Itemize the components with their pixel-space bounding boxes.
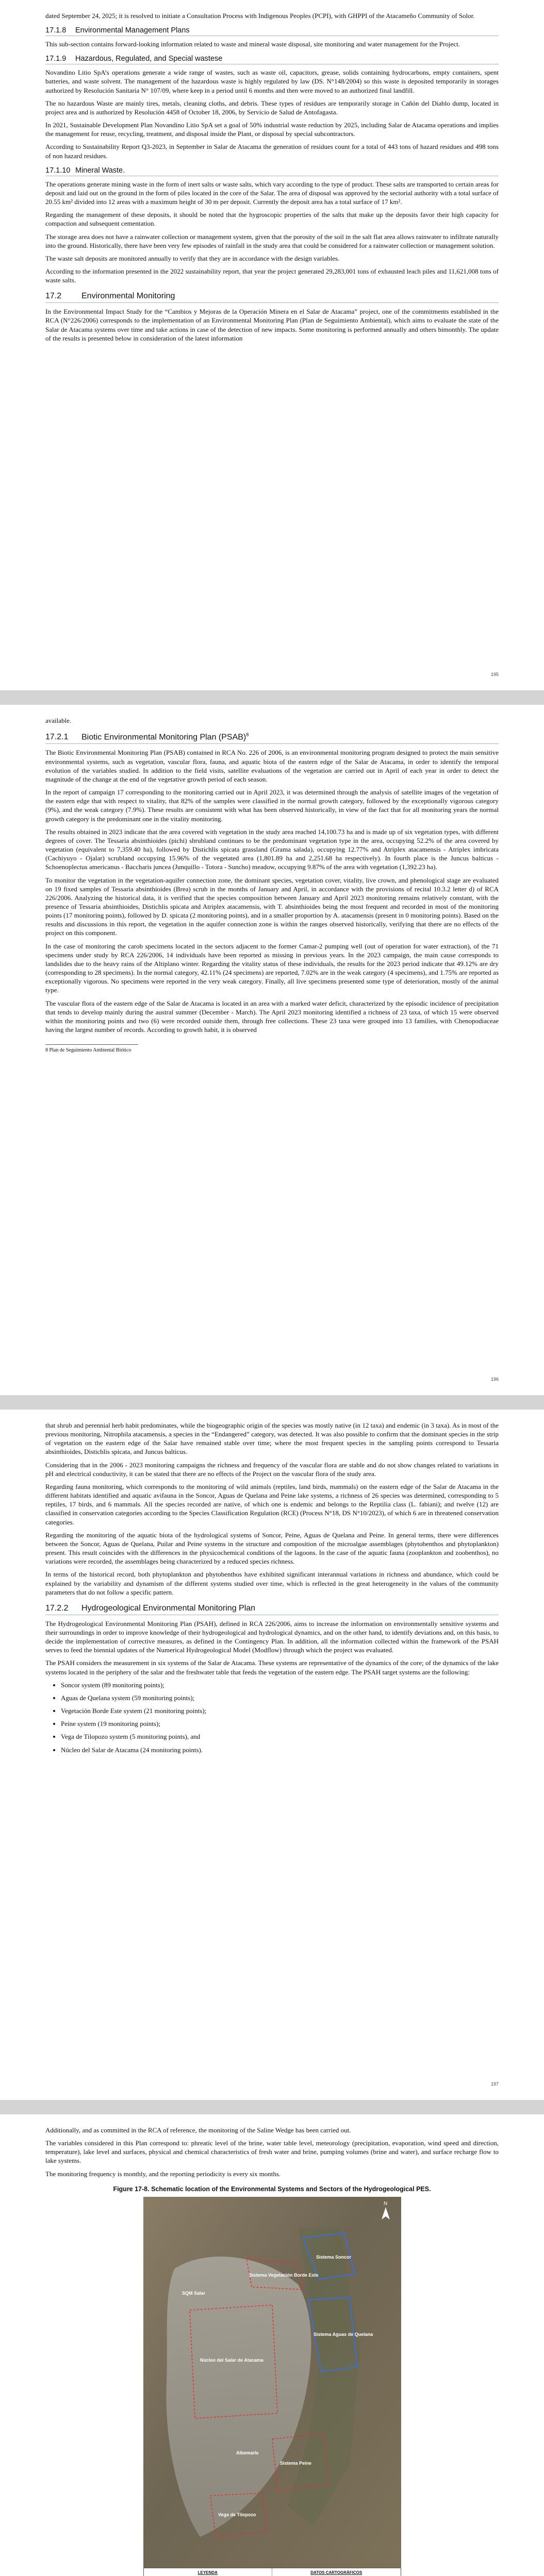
section-heading-17-1-8: 17.1.8 Environmental Management Plans <box>45 26 499 36</box>
paragraph: In terms of the historical record, both phytoplankton and phytobenthos have exhibited significant interannual variations in richness and abundance, which could be explained by the variability and dynamism of the different systems studied over time, which is reflected in the great heterogeneity in the values of the community parameters that do not follow a specific pattern. <box>45 1570 499 1596</box>
section-heading-17-2-1: 17.2.1 Biotic Environmental Monitoring Plan (PSAB)$^8$ <box>45 732 499 744</box>
paragraph: To monitor the vegetation in the vegetation-aquifer connection zone, the dominant species, vegetation cover, vitality, live crown, and phenological stage are evaluated on 19 fixed samples of Tessaria absinthioides (Brea) scrub in the months of January and April, in accordance with the provisions of recital 10.3.2 letter d) of RCA 226/2006. Analyzing the historical data, it is verified that the species composition between January and April 2023 monitoring remains relatively constant, with the presence of Tessaria absinthioides, Distichlis spicata and Atriplex atacamensis, with T. absinthioides being the most frequent and recorded in most of the monitoring points (17 monitoring points), followed by D. spicata (2 monitoring points), and in a smaller proportion by A. atacamensis (present in 0 monitoring points). Based on the results and discussions in this report, the vegetation in the aquifer connection zone is within the ranges observed historically, verifying that there are no effects of the project on this component. <box>45 876 499 937</box>
paragraph: The operations generate mining waste in the form of inert salts or waste salts, which vary according to the type of product. These salts are transported to certain areas for deposit and laid out on the ground in the form of piles located in the core of the Salar. The area of disposal was approved by the sectorial authority with a total surface of 20.55 km² divided into 12 areas with a maximum height of 30 m per deposit. Currently the deposit area has a total surface of 17 km². <box>45 180 499 206</box>
satellite-map-image <box>143 2197 401 2568</box>
footnote: 8 Plan de Seguimiento Ambiental Biótico <box>45 1047 131 1054</box>
continued-text: available. <box>45 717 72 724</box>
page-number: 196 <box>490 1377 499 1382</box>
paragraph: In 2021, Sustainable Development Plan Novandino Litio SpA set a goal of 50% industrial waste reduction by 2025, including Salar de Atacama operations and implies the management for reuse, recycling, treatment, and disposal inside the Plant, or disposal by special subcontractors. <box>45 121 499 138</box>
list-item: • Núcleo del Salar de Atacama (24 monitoring points). <box>61 1745 499 1754</box>
paragraph: In the report of campaign 17 corresponding to the monitoring carried out in April 2023, it was determined through the analysis of satellite images of the vegetation of the eastern edge that with respect to vitality, that 82% of the samples were classified in the normal growth category, followed by the exceptionally vigorous category (9%), and the weak category (7.9%). These results are consistent with what has been observed historically, in view of the fact that for all monitoring years the normal growth category is the predominant one in the vitality monitoring. <box>45 788 499 823</box>
list-item: • Peine system (19 monitoring points); <box>61 1719 499 1728</box>
paragraph: that shrub and perennial herb habit predominates, while the biogeographic origin of the species was mostly native (in 12 taxa) and endemic (in 3 taxa). As in most of the previous monitoring, Nitrophila atacamensis, a species in the “Endangered” category, was detected. It was also possible to confirm that the dominant species in the strip of vegetation on the eastern edge of the Salar have remained stable over time; where the most frequent species in the sampling points correspond to Tessaria absinthioides, Distichlis spicata, and Juncus balticus. <box>45 1421 499 1456</box>
intro-paragraph: dated September 24, 2025; it is resolved to initiate a Consultation Process with Indigenous Peoples (PCPI), with GHPPI of the Atacameño Community of Solor. <box>45 12 475 20</box>
map-label-albemarle: Albemarle <box>236 2450 259 2455</box>
section-heading-17-2: 17.2 Environmental Monitoring <box>45 292 499 303</box>
target-systems-list <box>61 1681 499 1754</box>
paragraph: The monitoring frequency is monthly, and the reporting periodicity is every six months. <box>45 2170 281 2178</box>
legend-title: LEYENDA <box>197 2570 218 2575</box>
environmental-systems-map <box>143 2197 401 2576</box>
paragraph: The no hazardous Waste are mainly tires, metals, cleaning cloths, and debris. These types of residues are temporarily storage in Cañón del Diablo dump, located in project area and is authorized by Resolución 4458 of October 18, 2006, by Servicio de Salud de Antofagasta. <box>45 99 499 116</box>
paragraph: The waste salt deposits are monitored annually to verify that they are in accordance with the design variables. <box>45 254 340 262</box>
map-label-vegetacion-borde-este: Sistema Vegetación Borde Este <box>249 2272 319 2278</box>
paragraph: The PSAH considers the measurement in six systems of the Salar de Atacama. These systems are representative of the dynamics of the core; of the dynamics of the lake systems located in the periphery of the salar and the freshwater table that feeds the vegetation of the eastern edge. The PSAH target systems are the following: <box>45 1659 499 1676</box>
paragraph: According to the information presented in the 2022 sustainability report, that year the project generated 29,283,001 tons of exhausted leach piles and 11,621,008 tons of waste salts. <box>45 267 499 284</box>
paragraph: This sub-section contains forward-looking information related to waste and mineral waste disposal, site monitoring and water management for the Project. <box>45 40 460 48</box>
paragraph: Regarding the monitoring of the aquatic biota of the hydrological systems of Soncor, Peine, Aguas de Quelana and Peine. In general terms, there were differences between the Soncor, Aguas de Quelana, Puilar and Peine systems in the structure and composition of the microalgae assemblages (phytobenthos and phytoplankton) present. This result coincides with the differences in the physicochemical conditions of the lagoons. In the case of the aquatic fauna (zooplankton and zoobenthos), no variations were recorded, the assemblages being characterized by a reduced species richness. <box>45 1531 499 1566</box>
map-label-peine: Sistema Peine <box>279 2460 311 2466</box>
document-page-195 <box>0 0 544 690</box>
document-page-197 <box>0 1410 544 2100</box>
list-item: • Vega de Tilopozo system (5 monitoring points), and <box>61 1732 499 1741</box>
legend-right <box>272 2568 401 2576</box>
map-label-soncor: Sistema Soncor <box>316 2254 351 2260</box>
list-item: • Soncor system (89 monitoring points); <box>61 1681 499 1689</box>
svg-text:N: N <box>383 2200 387 2207</box>
paragraph: The results obtained in 2023 indicate that the area covered with vegetation in the study area reached 14,100.73 ha and is made up of six vegetation types, with different degrees of cover. The Tessaria absinthioides (pichi) shrubland continues to be the predominant vegetation type in the area, occupying 52.2% of the area covered by vegetation (equivalent to 7,359.40 ha), followed by Distichlis spicata grassland (Grama salada), occupying 12.77% and Atriplex atacamensis - Atriplex imbricata (Cachiyuyo - Ojalar) scrubland occupying 15.96% of the vegetated area (1,801.89 ha and 2,251.68 ha respectively). In fourth place is the Juncus balticus - Schoenoplectus americanus - Baccharis juncea (Junquillo - Totora - Suncho) meadow, occupying 9.87% of the area with vegetation (1,392.23 ha). <box>45 827 499 871</box>
footnote-divider <box>45 1044 138 1045</box>
section-heading-17-1-9: 17.1.9 Hazardous, Regulated, and Special wastese <box>45 55 499 64</box>
section-heading-17-1-10: 17.1.10 Mineral Waste. <box>45 166 499 176</box>
paragraph: Novandino Litio SpA’s operations generate a wide range of wastes, such as waste oil, capacitors, grease, solids containing hydrocarbons, empty containers, spent batteries, and waste solvent. The management of the hazardous waste is highly regulated by law (DS. N°148/2004) so this waste is deposited temporarily in storages authorized by Resolución Sanitaria N° 107/09, where keep in a period until 6 months and then were moved to an authorized final landfill. <box>45 69 499 94</box>
footnote-reference: 8 <box>246 732 249 738</box>
legend-left <box>144 2568 273 2576</box>
paragraph: The variables considered in this Plan correspond to: phreatic level of the brine, water table level, meteorology (precipitation, evaporation, wind speed and direction, temperature), lake level and surfaces, physical and chemical characteristics of fresh water and brine, pumping volumes (brine and water), and surface recharge flow to lake systems. <box>45 2139 499 2165</box>
paragraph: The storage area does not have a rainwater collection or management system, given that the porosity of the soil in the salt flat area allows rainwater to infiltrate naturally into the ground. Historically, there have been very few episodes of rainfall in the study area that could be considered for a rainwater collection or management solution. <box>45 232 499 249</box>
paragraph: Additionally, and as committed in the RCA of reference, the monitoring of the Saline Wedge has been carried out. <box>45 2126 351 2134</box>
map-legend <box>143 2568 401 2576</box>
map-label-sqm: SQM Salar <box>182 2290 205 2296</box>
paragraph: The Biotic Environmental Monitoring Plan (PSAB) contained in RCA No. 226 of 2006, is an environmental monitoring program designed to protect the main sensitive environmental systems, such as vegetation, vascular flora, fauna, and aquatic biota of the eastern edge of the Salar de Atacama, in order to identify the temporal evolution of the variables studied. In addition to the field visits, satellite evaluations of the vegetation are carried out in April of each year in order to detect the magnitude of the change at the end of the vegetative growth period of each season. <box>45 749 499 783</box>
paragraph: Regarding fauna monitoring, which corresponds to the monitoring of wild animals (reptiles, land birds, mammals) on the eastern edge of the Salar de Atacama in the different habitats identified and aquatic avifauna in the Soncor, Aguas de Quelana and Peine lake systems, a richness of 26 species was determined, corresponding to 5 reptiles, 17 birds, and 6 mammals. All the species recorded are native, of which one is endemic and belongs to the Reptilia class (L. fabiani); and twelve (12) are classified in conservation categories according to the Species Classification Regulation (RCE) (Process N°18, DS N°10/2023), of which 6 are in threatened conservation categories. <box>45 1482 499 1526</box>
map-label-tilopozo: Vega de Tilopozo <box>218 2512 256 2517</box>
figure-caption: Figure 17-8. Schematic location of the Environmental Systems and Sectors of the Hydrogeological PES. <box>113 2185 431 2193</box>
page-number: 197 <box>490 2081 499 2087</box>
section-heading-17-2-2: 17.2.2 Hydrogeological Environmental Monitoring Plan <box>45 1604 499 1615</box>
paragraph: Considering that in the 2006 - 2023 monitoring campaigns the richness and frequency of the vascular flora are stable and do not show changes related to variations in pH and electrical conductivity, it can be stated that there are no effects of the Project on the vascular flora of the study area. <box>45 1461 499 1478</box>
paragraph: In the case of monitoring the carob specimens located in the sectors adjacent to the former Camar-2 pumping well (out of operation for water extraction), of the 71 specimens under study by RCA 226/2006, 14 individuals have been reported as missing in previous years. In the 2023 campaign, the main cause corresponds to landslides due to the heavy rains of the Altiplano winter. Regarding the vitality status of these individuals, the results for the 2023 period indicate that 49.12% are dry (corresponding to 28 specimens). In the normal category, 42.11% (24 specimens) are reported, 7.02% are in the weak category (4 specimens), and 1.75% are reported as exceptionally vigorous. No specimens were reported in the very weak category. Finally, all live specimens presented some type of deterioration, mostly of the animal type. <box>45 942 499 994</box>
paragraph: According to Sustainability Report Q3-2023, in September in Salar de Atacama the generation of residues count for a total of 443 tons of hazard residues and 498 tons of non hazard residues. <box>45 143 499 160</box>
map-label-quelana: Sistema Aguas de Quelana <box>313 2331 373 2337</box>
list-item: • Aguas de Quelana system (59 monitoring points); <box>61 1693 499 1702</box>
legend-title-carto: DATOS CARTOGRÁFICOS <box>310 2570 362 2575</box>
paragraph: The Hydrogeological Environmental Monitoring Plan (PSAH), defined in RCA 226/2006, aims to increase the information on environmentally sensitive systems and their surroundings in order to improve knowledge of their hydrogeological and hydrological dynamics, and on the other hand, to identify deviations and, on this basis, to decide the implementation of corrective measures, as defined in the Contingency Plan. In addition, all the information collected within the framework of the PSAH serves to feed the biennial updates of the Numerical Hydrogeological Model (Modflow) through which the project was evaluated. <box>45 1619 499 1654</box>
page-number: 195 <box>490 672 499 677</box>
list-item: • Vegetación Borde Este system (21 monitoring points); <box>61 1706 499 1715</box>
paragraph: The vascular flora of the eastern edge of the Salar de Atacama is located in an area with a marked water deficit, characterized by the episodic incidence of precipitation that tends to develop mainly during the austral summer (December - March). The April 2023 monitoring identified a richness of 23 taxa, of which 15 were observed within the monitoring points and two (6) were recorded outside them, through free collections. These 23 taxa were grouped into 13 families, with Chenopodiaceae having the largest number of records. According to growth habit, it is observed <box>45 999 499 1034</box>
document-page-198 <box>0 2114 544 2576</box>
paragraph: In the Environmental Impact Study for the “Cambios y Mejoras de la Operación Minera en el Salar de Atacama” project, one of the commitments established in the RCA (N°226/2006) corresponds to the implementation of an Environmental Monitoring Plan (Plan de Seguimiento Ambiental), which aims to evaluate the state of the Salar de Atacama systems over time and take actions in case of the detection of new impacts. Some monitoring is performed annually and others bimonthly. The update of the results is presented below in consideration of the latest information <box>45 308 499 342</box>
paragraph: Regarding the management of these deposits, it should be noted that the hygroscopic properties of the salts that make up the deposits favor their high capacity for compaction and subsequent cementation. <box>45 211 499 228</box>
document-page-196 <box>0 705 544 1395</box>
map-label-nucleo: Núcleo del Salar de Atacama <box>200 2357 263 2363</box>
